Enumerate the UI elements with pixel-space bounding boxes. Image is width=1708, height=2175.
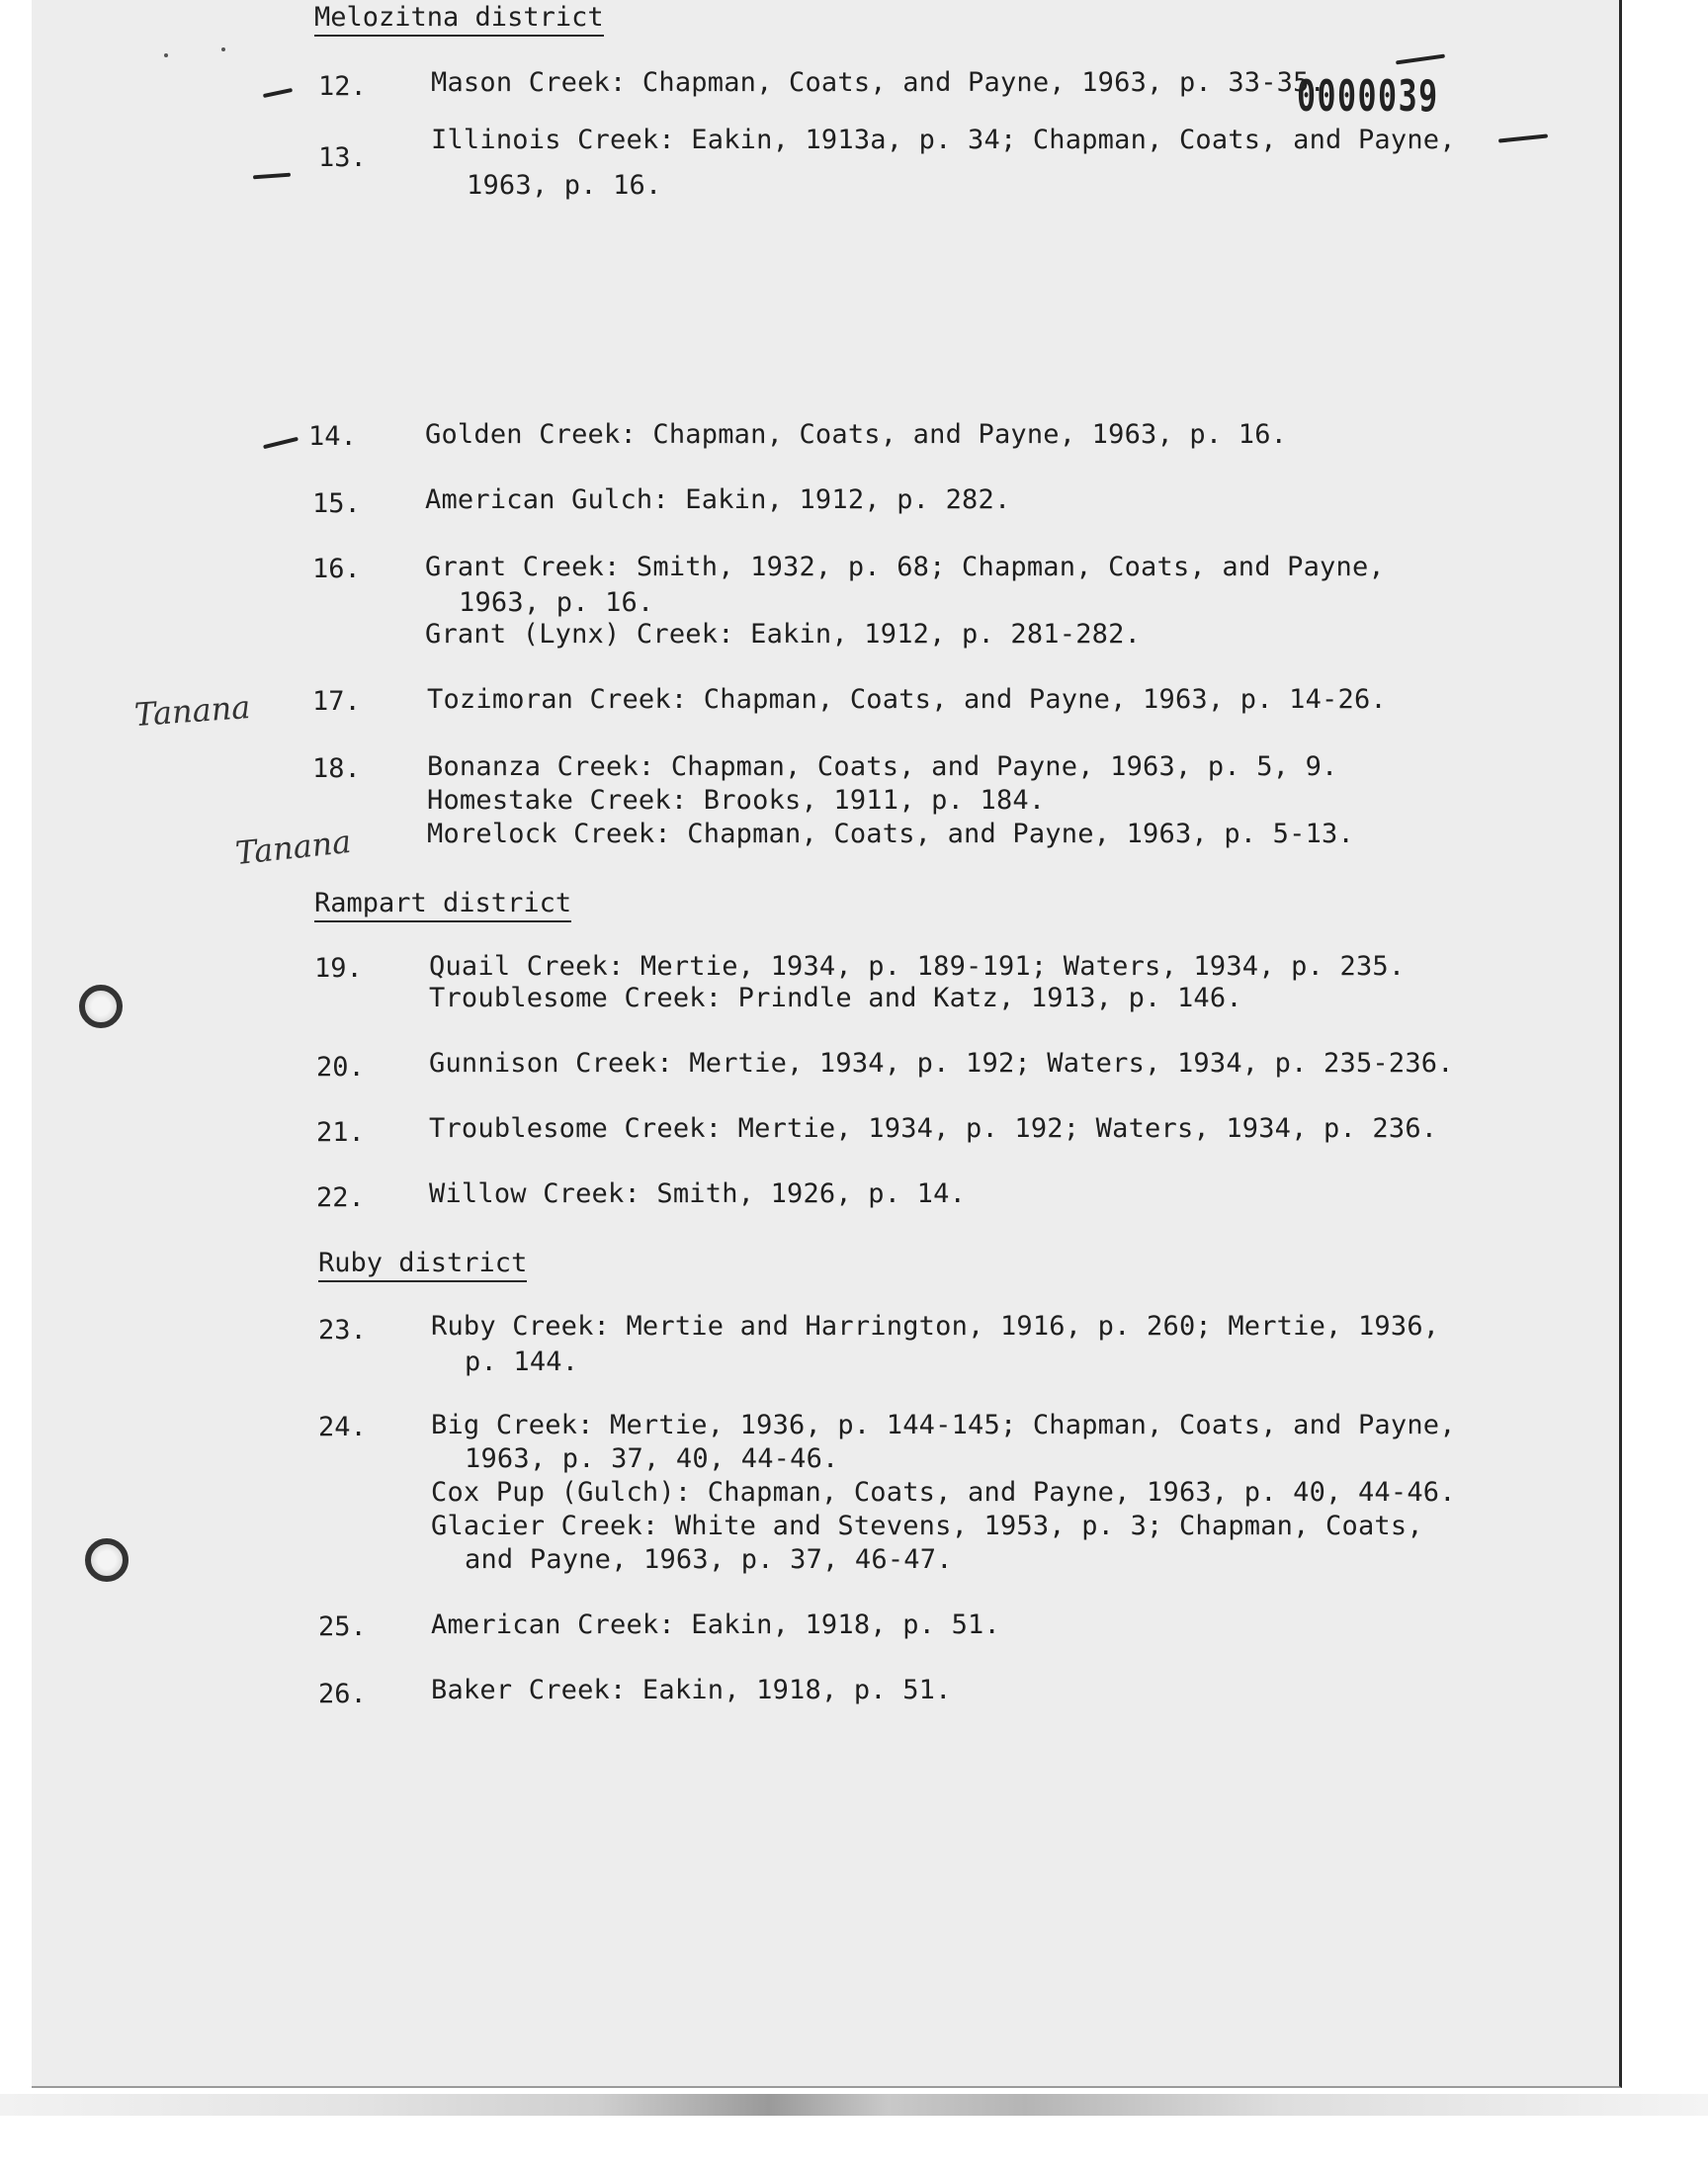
entry-line: American Creek: Eakin, 1918, p. 51. [431, 1610, 1000, 1640]
handwritten-note-tanana: Tanana [233, 822, 353, 873]
punch-hole-bottom [85, 1538, 128, 1582]
scan-speck [221, 47, 225, 51]
entry-line: Baker Creek: Eakin, 1918, p. 51. [431, 1675, 952, 1705]
heading-melozitna-district: Melozitna district [314, 2, 604, 37]
entry-line: and Payne, 1963, p. 37, 46-47. [465, 1544, 953, 1575]
entry-line: Bonanza Creek: Chapman, Coats, and Payne, 1963, p. 5, 9. [427, 751, 1338, 782]
entry-number: 26. [318, 1679, 367, 1709]
entry-line: Golden Creek: Chapman, Coats, and Payne, 1963, p. 16. [425, 419, 1288, 450]
entry-line: Grant Creek: Smith, 1932, p. 68; Chapman, Coats, and Payne, [425, 552, 1385, 582]
entry-line: 1963, p. 37, 40, 44-46. [465, 1443, 839, 1474]
entry-number: 24. [318, 1412, 367, 1442]
heading-ruby-district: Ruby district [318, 1248, 527, 1282]
entry-number: 13. [318, 142, 367, 173]
entry-number: 23. [318, 1315, 367, 1346]
document-page [32, 0, 1622, 2088]
entry-line: Illinois Creek: Eakin, 1913a, p. 34; Chapman, Coats, and Payne, [431, 125, 1456, 155]
entry-line: Tozimoran Creek: Chapman, Coats, and Payne, 1963, p. 14-26. [427, 684, 1387, 715]
entry-line: Grant (Lynx) Creek: Eakin, 1912, p. 281-282. [425, 619, 1142, 650]
entry-line: Troublesome Creek: Mertie, 1934, p. 192; Waters, 1934, p. 236. [429, 1113, 1438, 1144]
entry-line: Ruby Creek: Mertie and Harrington, 1916, p. 260; Mertie, 1936, [431, 1311, 1440, 1342]
entry-line: Glacier Creek: White and Stevens, 1953, p. 3; Chapman, Coats, [431, 1511, 1423, 1541]
entry-line: 1963, p. 16. [467, 170, 662, 201]
entry-line: 1963, p. 16. [459, 587, 654, 618]
entry-line: Gunnison Creek: Mertie, 1934, p. 192; Waters, 1934, p. 235-236. [429, 1048, 1454, 1079]
entry-number: 20. [316, 1052, 365, 1083]
entry-line: p. 144. [465, 1347, 579, 1377]
entry-line: Willow Creek: Smith, 1926, p. 14. [429, 1178, 967, 1209]
punch-hole-top [79, 985, 123, 1028]
entry-number: 12. [318, 71, 367, 102]
scan-speck [164, 53, 168, 57]
entry-line: Homestake Creek: Brooks, 1911, p. 184. [427, 785, 1046, 816]
entry-number: 16. [312, 554, 361, 584]
page-number-stamp: 0000039 [1297, 71, 1439, 122]
entry-number: 21. [316, 1117, 365, 1148]
entry-line: Mason Creek: Chapman, Coats, and Payne, 1963, p. 33-35. [431, 67, 1326, 98]
entry-number: 25. [318, 1611, 367, 1642]
handwritten-note-tanana: Tanana [132, 687, 252, 735]
entry-number: 22. [316, 1182, 365, 1213]
scan-edge-band [0, 2094, 1708, 2116]
entry-number: 15. [312, 488, 361, 519]
entry-number: 18. [312, 753, 361, 784]
entry-number: 14. [308, 421, 357, 452]
entry-line: American Gulch: Eakin, 1912, p. 282. [425, 484, 1011, 515]
entry-number: 19. [314, 953, 363, 984]
entry-line: Morelock Creek: Chapman, Coats, and Payne, 1963, p. 5-13. [427, 819, 1354, 849]
entry-line: Quail Creek: Mertie, 1934, p. 189-191; Waters, 1934, p. 235. [429, 951, 1406, 982]
heading-rampart-district: Rampart district [314, 888, 571, 922]
entry-line: Big Creek: Mertie, 1936, p. 144-145; Chapman, Coats, and Payne, [431, 1410, 1456, 1440]
entry-line: Cox Pup (Gulch): Chapman, Coats, and Payne, 1963, p. 40, 44-46. [431, 1477, 1456, 1508]
entry-line: Troublesome Creek: Prindle and Katz, 1913, p. 146. [429, 983, 1242, 1013]
entry-number: 17. [312, 686, 361, 717]
